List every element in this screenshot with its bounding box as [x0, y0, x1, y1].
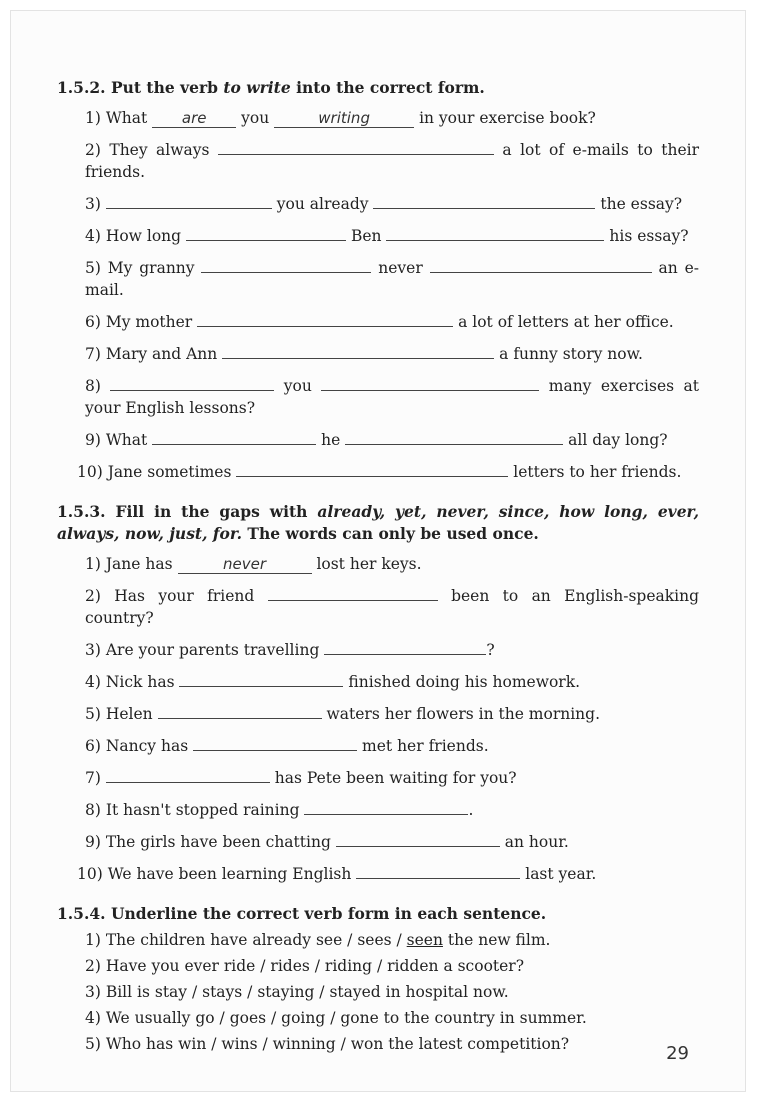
- exercise-1-5-4: [57, 903, 699, 1055]
- answer-blank[interactable]: [106, 765, 270, 783]
- answer-blank[interactable]: [106, 191, 272, 209]
- answer-blank[interactable]: [186, 223, 346, 241]
- exercise-line: 6) My mother a lot of letters at her office.: [57, 309, 699, 333]
- answer-blank[interactable]: [304, 797, 468, 815]
- exercise-line: 10) Jane sometimes letters to her friends.: [57, 459, 699, 483]
- answer-blank[interactable]: [236, 459, 508, 477]
- answer-blank[interactable]: [193, 733, 357, 751]
- answer-blank[interactable]: writing: [274, 110, 414, 128]
- exercise-1-5-2: [57, 77, 699, 483]
- exercise-line: 6) Nancy has met her friends.: [57, 733, 699, 757]
- answer-blank[interactable]: [197, 309, 453, 327]
- page-number: 29: [666, 1043, 689, 1064]
- answer-blank[interactable]: [110, 373, 274, 391]
- exercise-line: 7) Mary and Ann a funny story now.: [57, 341, 699, 365]
- answer-blank[interactable]: are: [152, 110, 236, 128]
- exercise-1-5-3: [57, 501, 699, 885]
- exercise-line: 1) Jane has never lost her keys.: [85, 555, 422, 573]
- exercise-line: 1) What are you writing in your exercise book?: [85, 109, 596, 127]
- answer-blank[interactable]: [158, 701, 322, 719]
- exercise-line: 2) They always a lot of e-mails to their friends.: [57, 137, 699, 183]
- exercise-line: 3) Are your parents travelling ?: [57, 637, 699, 661]
- answer-blank[interactable]: [345, 427, 563, 445]
- exercise-line: 2) Has your friend been to an English-speaking country?: [57, 583, 699, 629]
- answer-blank[interactable]: [386, 223, 604, 241]
- exercise-line: 3) you already the essay?: [57, 191, 699, 215]
- exercise-line: 1) The children have already see / sees / seen the new film.: [85, 931, 551, 949]
- workbook-page: [10, 10, 746, 1092]
- exercise-heading: 1.5.2. Put the verb to write into the correct form.: [57, 78, 485, 97]
- answer-blank[interactable]: [356, 861, 520, 879]
- answer-blank[interactable]: [321, 373, 539, 391]
- exercise-line: 5) Who has win / wins / winning / won the latest competition?: [85, 1035, 570, 1053]
- exercise-line: 8) It hasn't stopped raining .: [57, 797, 699, 821]
- exercise-line: 9) What he all day long?: [57, 427, 699, 451]
- exercise-line: 7) has Pete been waiting for you?: [57, 765, 699, 789]
- answer-blank[interactable]: [201, 255, 371, 273]
- answer-blank[interactable]: [336, 829, 500, 847]
- page-content: [57, 77, 699, 1055]
- exercise-line: 4) We usually go / goes / going / gone to the country in summer.: [85, 1009, 587, 1027]
- underlined-answer: seen: [406, 931, 443, 949]
- answer-blank[interactable]: [179, 669, 343, 687]
- exercise-line: 8) you many exercises at your English lessons?: [57, 373, 699, 419]
- exercise-line: 4) How long Ben his essay?: [57, 223, 699, 247]
- answer-blank[interactable]: [268, 583, 438, 601]
- exercise-line: 9) The girls have been chatting an hour.: [57, 829, 699, 853]
- answer-blank[interactable]: [324, 637, 486, 655]
- answer-blank[interactable]: [218, 137, 494, 155]
- exercise-line: 10) We have been learning English last year.: [57, 861, 699, 885]
- exercise-line: 5) My granny never an e-mail.: [57, 255, 699, 301]
- answer-blank[interactable]: [152, 427, 316, 445]
- answer-blank[interactable]: [222, 341, 494, 359]
- exercise-line: 5) Helen waters her flowers in the morning.: [57, 701, 699, 725]
- exercise-heading: 1.5.3. Fill in the gaps with already, yet, never, since, how long, ever, always, now, just, for. The words can only be used once.: [57, 502, 699, 543]
- answer-blank[interactable]: never: [178, 556, 312, 574]
- answer-blank[interactable]: [430, 255, 652, 273]
- exercise-line: 2) Have you ever ride / rides / riding / ridden a scooter?: [85, 957, 525, 975]
- exercise-line: 3) Bill is stay / stays / staying / stayed in hospital now.: [85, 983, 509, 1001]
- exercise-heading: 1.5.4. Underline the correct verb form in each sentence.: [57, 904, 547, 923]
- answer-blank[interactable]: [373, 191, 595, 209]
- exercise-line: 4) Nick has finished doing his homework.: [57, 669, 699, 693]
